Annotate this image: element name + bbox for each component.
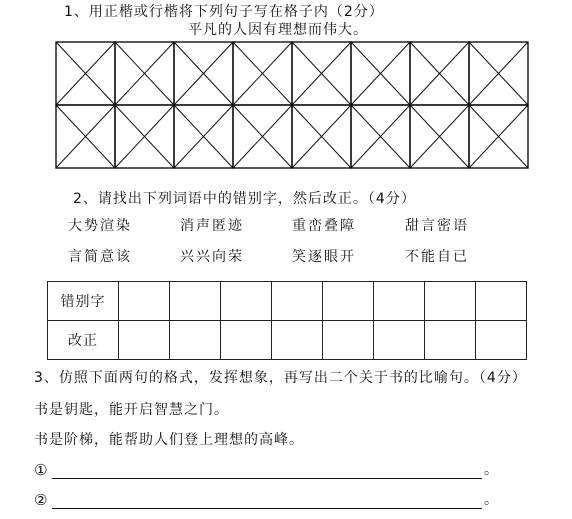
grid-cell[interactable] xyxy=(174,42,233,105)
grid-cell[interactable] xyxy=(233,105,292,168)
correction-row-label: 改正 xyxy=(48,321,119,360)
correction-row xyxy=(48,321,527,360)
correction-cell[interactable] xyxy=(221,321,272,360)
correction-cell[interactable] xyxy=(425,321,476,360)
q3-instruction: 3、仿照下面两句的格式，发挥想象，再写出二个关于书的比喻句。（4分） xyxy=(34,370,527,386)
blank-1-end: 。 xyxy=(484,462,499,478)
correction-cell[interactable] xyxy=(374,321,425,360)
q1-instruction: 1、用正楷或行楷将下列句子写在格子内（2分） xyxy=(64,4,384,20)
typo-cell[interactable] xyxy=(374,282,425,321)
typo-cell[interactable] xyxy=(221,282,272,321)
grid-cell[interactable] xyxy=(351,42,410,105)
grid-cell[interactable] xyxy=(469,42,528,105)
typo-row xyxy=(48,282,527,321)
q3-example-2: 书是阶梯，能帮助人们登上理想的高峰。 xyxy=(34,432,304,448)
correction-cell[interactable] xyxy=(272,321,323,360)
correction-cell[interactable] xyxy=(476,321,527,360)
word-4: 甜言密语 xyxy=(405,218,469,234)
q2-instruction: 2、请找出下列词语中的错别字，然后改正。（4分） xyxy=(73,191,416,207)
grid-cell[interactable] xyxy=(56,42,115,105)
grid-cell[interactable] xyxy=(174,105,233,168)
grid-cell[interactable] xyxy=(351,105,410,168)
q3-example-1: 书是钥匙，能开启智慧之门。 xyxy=(34,402,229,418)
typo-cell[interactable] xyxy=(272,282,323,321)
typo-cell[interactable] xyxy=(323,282,374,321)
typo-row-label: 错别字 xyxy=(48,282,119,321)
q1-sentence: 平凡的人因有理想而伟大。 xyxy=(188,22,368,38)
grid-cell[interactable] xyxy=(410,105,469,168)
typo-correction-table xyxy=(47,281,527,360)
word-7: 笑逐眼开 xyxy=(292,249,356,265)
grid-cell[interactable] xyxy=(56,105,115,168)
correction-cell[interactable] xyxy=(119,321,170,360)
correction-cell[interactable] xyxy=(170,321,221,360)
typo-cell[interactable] xyxy=(476,282,527,321)
blank-2-end: 。 xyxy=(484,492,499,508)
grid-cell[interactable] xyxy=(115,42,174,105)
typo-cell[interactable] xyxy=(119,282,170,321)
typo-cell[interactable] xyxy=(170,282,221,321)
answer-line-2[interactable] xyxy=(52,508,482,509)
word-2: 消声匿迹 xyxy=(180,218,244,234)
grid-cell[interactable] xyxy=(115,105,174,168)
writing-grid xyxy=(55,41,529,169)
word-1: 大势渲染 xyxy=(68,218,132,234)
grid-cell[interactable] xyxy=(292,105,351,168)
correction-cell[interactable] xyxy=(323,321,374,360)
grid-cell[interactable] xyxy=(292,42,351,105)
word-3: 重峦叠障 xyxy=(292,218,356,234)
blank-1-marker: ① xyxy=(34,461,49,479)
grid-cell[interactable] xyxy=(469,105,528,168)
grid-cell[interactable] xyxy=(233,42,292,105)
blank-2-marker: ② xyxy=(34,491,49,509)
word-6: 兴兴向荣 xyxy=(180,249,244,265)
typo-cell[interactable] xyxy=(425,282,476,321)
word-5: 言简意该 xyxy=(68,249,132,265)
grid-cell[interactable] xyxy=(410,42,469,105)
word-8: 不能自已 xyxy=(405,249,469,265)
answer-line-1[interactable] xyxy=(52,478,482,479)
